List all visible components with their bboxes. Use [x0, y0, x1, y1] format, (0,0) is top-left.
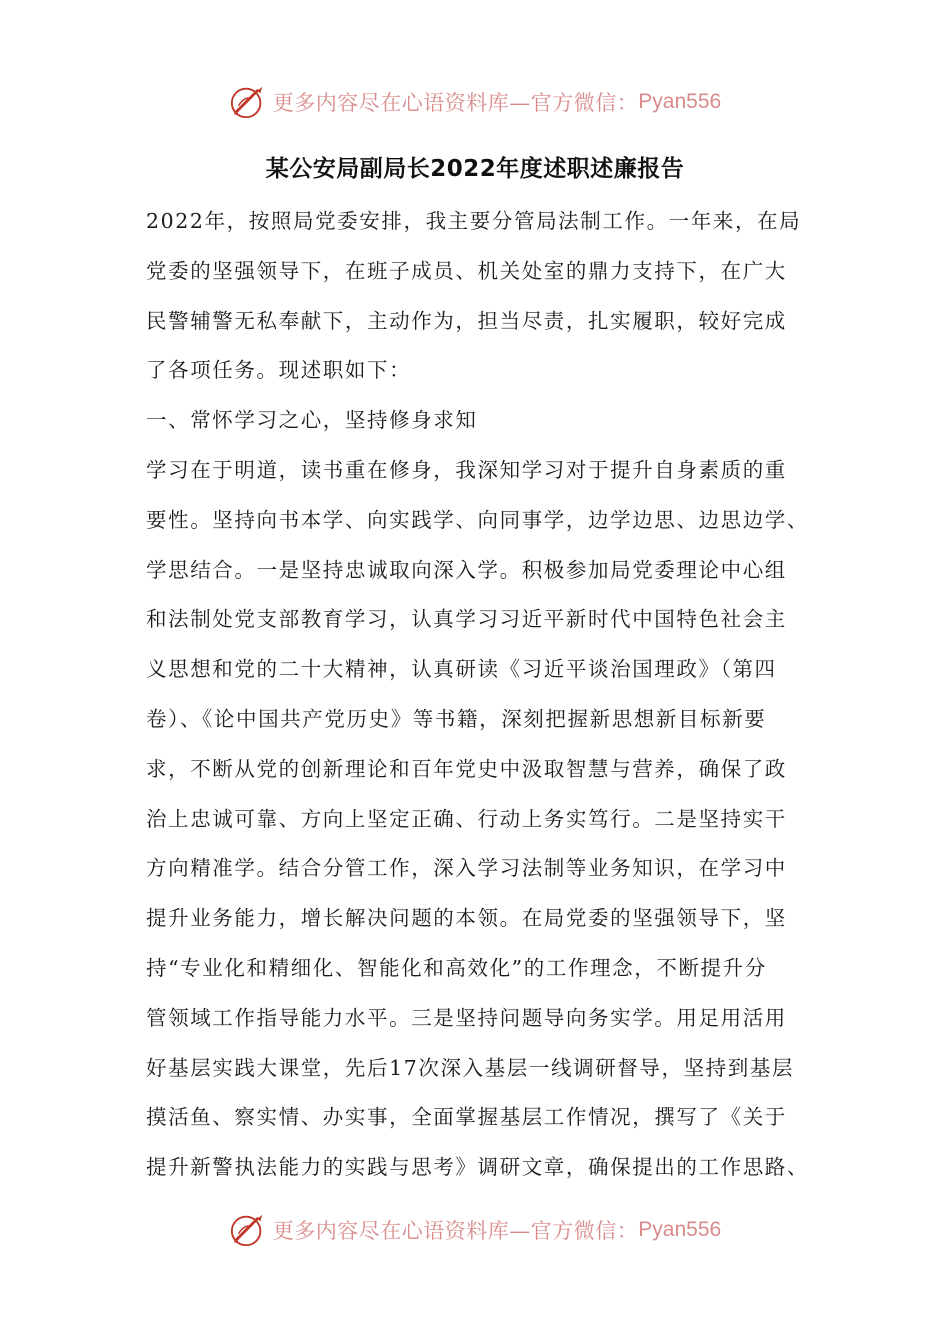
body-line: 提升业务能力，增长解决问题的本领。在局党委的坚强领导下，坚 — [146, 906, 787, 931]
watermark-text: 更多内容尽在心语资料库—官方微信： — [272, 1219, 639, 1243]
body-line: 求，不断从党的创新理论和百年党史中汲取智慧与营养，确保了政 — [146, 756, 787, 781]
body-line: 提升新警执法能力的实践与思考》调研文章，确保提出的工作思路、 — [146, 1155, 809, 1180]
body-line: 党委的坚强领导下，在班子成员、机关处室的鼎力支持下，在广大 — [146, 258, 787, 283]
body-line: 民警辅警无私奉献下，主动作为，担当尽责，扎实履职，较好完成 — [146, 308, 787, 333]
body-line: 了各项任务。现述职如下： — [146, 358, 412, 383]
body-line: 好基层实践大课堂，先后17次深入基层一线调研督导，坚持到基层 — [146, 1055, 795, 1080]
watermark-banner-top — [0, 80, 950, 124]
watermark-handle: Pyan556 — [638, 90, 722, 113]
body-line: 持“专业化和精细化、智能化和高效化”的工作理念，不断提升分 — [146, 955, 767, 980]
section-heading: 一、常怀学习之心，坚持修身求知 — [146, 408, 478, 433]
body-line: 卷）、《论中国共产党历史》等书籍，深刻把握新思想新目标新要 — [146, 706, 767, 731]
body-line: 义思想和党的二十大精神，认真研读《习近平谈治国理政》（第四 — [146, 657, 777, 682]
body-line: 要性。坚持向书本学、向实践学、向同事学，边学边思、边思边学、 — [146, 507, 809, 532]
body-line: 治上忠诚可靠、方向上坚定正确、行动上务实笃行。二是坚持实干 — [146, 806, 787, 831]
watermark-banner-bottom — [0, 1208, 950, 1252]
document-body — [146, 197, 814, 1193]
pen-logo-icon — [229, 83, 267, 121]
body-line: 和法制处党支部教育学习，认真学习习近平新时代中国特色社会主 — [146, 607, 787, 632]
watermark-handle: Pyan556 — [638, 1218, 722, 1241]
watermark-text: 更多内容尽在心语资料库—官方微信： — [272, 91, 639, 115]
document-title: 某公安局副局长2022年度述职述廉报告 — [265, 156, 685, 182]
body-line: 学习在于明道，读书重在修身，我深知学习对于提升自身素质的重 — [146, 457, 787, 482]
pen-logo-icon — [229, 1211, 267, 1249]
body-line: 学思结合。一是坚持忠诚取向深入学。积极参加局党委理论中心组 — [146, 557, 787, 582]
body-line: 方向精准学。结合分管工作，深入学习法制等业务知识，在学习中 — [146, 856, 787, 881]
body-line: 摸活鱼、察实情、办实事，全面掌握基层工作情况，撰写了《关于 — [146, 1105, 787, 1130]
body-line: 管领域工作指导能力水平。三是坚持问题导向务实学。用足用活用 — [146, 1005, 787, 1030]
body-line: 2022年，按照局党委安排，我主要分管局法制工作。一年来，在局 — [146, 209, 802, 233]
